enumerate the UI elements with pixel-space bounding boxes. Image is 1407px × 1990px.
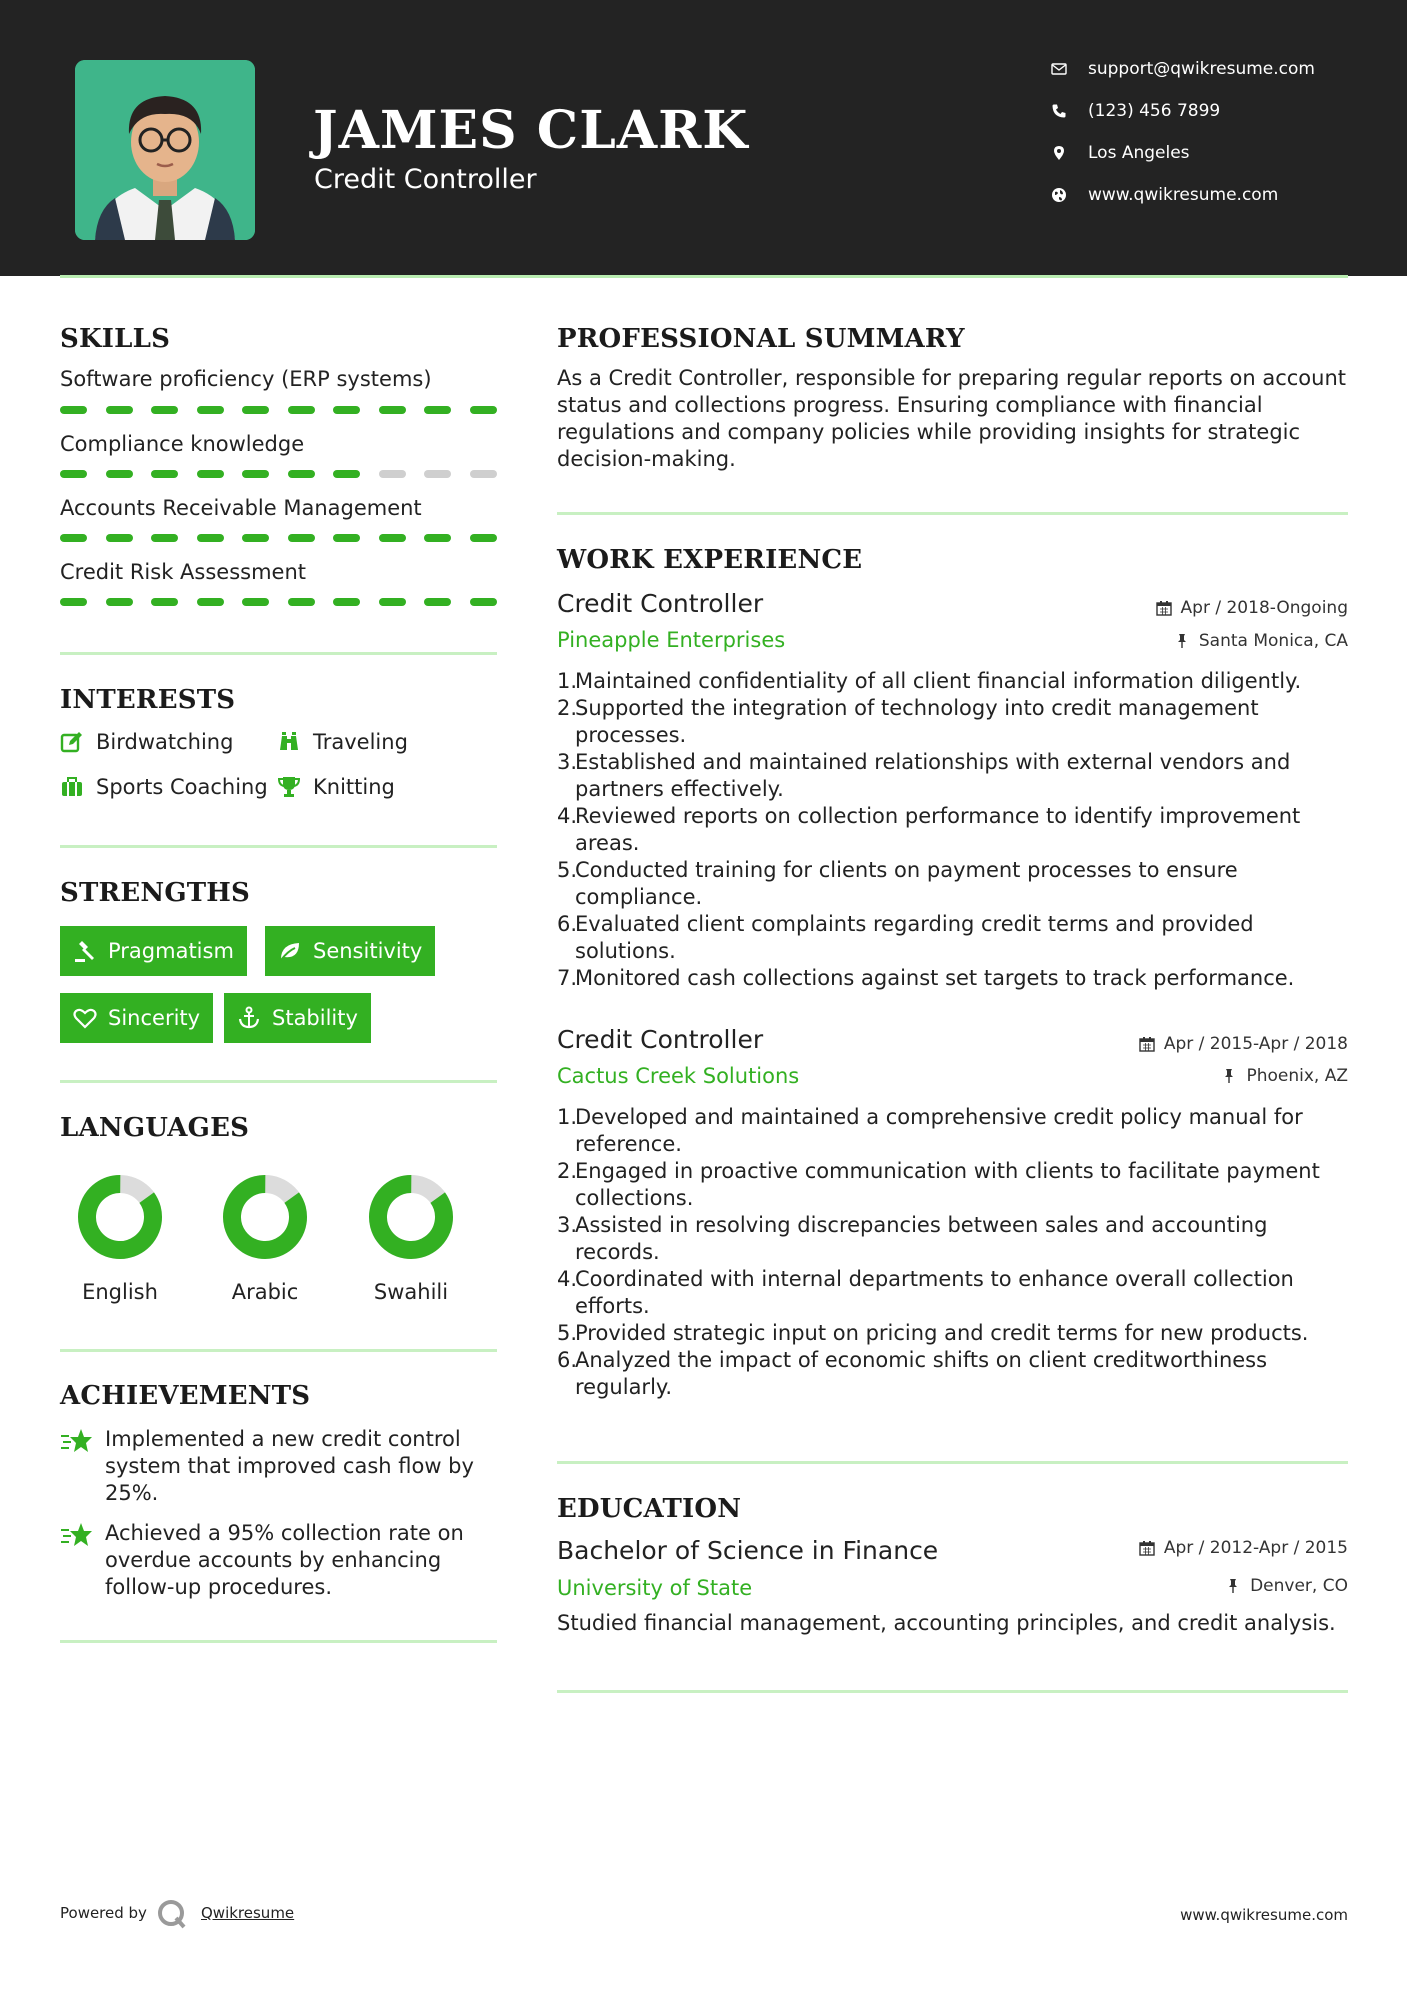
briefcase-icon [60,775,84,799]
duty-number: 4. [557,804,578,828]
duty-text: Engaged in proactive communication with clients to facilitate payment collections. [575,1159,1320,1210]
header-divider [60,275,1348,278]
contact-email-text: support@qwikresume.com [1088,59,1315,79]
language-ring-progress [75,1172,165,1262]
language-ring [366,1172,456,1262]
skill-segment [333,534,360,542]
edit-icon [60,730,84,754]
degree-title: Bachelor of Science in Finance [557,1536,939,1565]
skill-level-bar [60,470,497,478]
job-duties-list [557,1104,1348,1401]
interest-label: Birdwatching [96,730,234,754]
skill-level-bar [60,598,497,606]
summary-heading: PROFESSIONAL SUMMARY [557,324,965,354]
skill-segment [470,470,497,478]
skill-segment [151,534,178,542]
language-label: English [82,1280,158,1304]
skill-segment [151,598,178,606]
skill-segment [333,406,360,414]
skill-segment [60,406,87,414]
powered-by-label: Powered by [60,1904,147,1922]
calendar-icon [1139,1540,1155,1556]
duty-item [557,965,1348,992]
interest-item [60,727,233,757]
skill-segment [197,598,224,606]
candidate-name: JAMES CLARK [313,100,749,161]
duty-item [557,803,1348,857]
strengths-heading: STRENGTHS [60,878,251,908]
resume-header [0,0,1407,276]
duty-number: 6. [557,912,578,936]
pushpin-icon [1221,1068,1237,1084]
skill-segment [379,534,406,542]
school-name: University of State [557,1576,753,1600]
map-pin-icon [1048,142,1070,164]
skill-label: Compliance knowledge [60,432,305,456]
duty-item [557,1320,1348,1347]
duty-number: 1. [557,1105,578,1129]
education-location [1225,1576,1348,1596]
education-dates [1139,1538,1348,1558]
duty-number: 2. [557,1159,578,1183]
language-ring [220,1172,310,1262]
skill-segment [470,534,497,542]
strength-label: Pragmatism [108,939,234,963]
skill-segment [106,598,133,606]
skill-segment [424,470,451,478]
duty-text: Reviewed reports on collection performance to identify improvement areas. [575,804,1301,855]
duty-text: Analyzed the impact of economic shifts on client creditworthiness regularly. [575,1348,1268,1399]
duty-number: 5. [557,1321,578,1345]
footer-website[interactable]: www.qwikresume.com [1180,1906,1348,1924]
skill-segment [333,598,360,606]
skill-segment [106,406,133,414]
achievement-text: Achieved a 95% collection rate on overdue accounts by enhancing follow-up procedures. [105,1521,464,1599]
skill-segment [106,470,133,478]
star-icon [60,1520,94,1550]
languages-heading: LANGUAGES [60,1113,250,1143]
duty-item [557,1104,1348,1158]
duty-number: 4. [557,1267,578,1291]
profile-photo [75,60,255,240]
interests-heading: INTERESTS [60,685,236,715]
section-divider [557,1690,1348,1693]
gavel-icon [72,938,98,964]
skill-level-bar [60,406,497,414]
duty-number: 3. [557,1213,578,1237]
strength-label: Stability [272,1006,358,1030]
strength-chip [224,993,371,1043]
duty-text: Monitored cash collections against set targets to track performance. [575,966,1295,990]
section-divider [557,1461,1348,1464]
job-location-text: Santa Monica, CA [1198,631,1348,651]
skill-segment [242,406,269,414]
trophy-icon [277,775,301,799]
skill-segment [288,406,315,414]
duty-item [557,857,1348,911]
skill-level-bar [60,534,497,542]
duty-number: 1. [557,669,578,693]
strength-label: Sensitivity [313,939,423,963]
summary-text: As a Credit Controller, responsible for preparing regular reports on account status and collections progress. Ensuring compliance with financial regulations and company policies while providing insights for strategic decision-making. [557,366,1347,471]
duty-item [557,1347,1348,1401]
skill-segment [242,534,269,542]
skill-segment [288,598,315,606]
contact-phone-text: (123) 456 7899 [1088,101,1221,121]
duty-item [557,1158,1348,1212]
achievement-item [60,1426,497,1507]
star-icon [60,1426,94,1456]
duty-number: 3. [557,750,578,774]
language-item [351,1172,471,1304]
section-divider [60,1349,497,1352]
skill-segment [379,406,406,414]
job-company: Cactus Creek Solutions [557,1064,800,1088]
achievements-heading: ACHIEVEMENTS [60,1381,311,1411]
duty-item [557,695,1348,749]
skill-segment [470,598,497,606]
education-dates-text: Apr / 2012-Apr / 2015 [1163,1538,1348,1558]
envelope-icon [1048,58,1070,80]
contact-website[interactable] [1048,182,1388,208]
candidate-title: Credit Controller [314,164,537,195]
language-label: Swahili [373,1280,449,1304]
job-title: Credit Controller [557,589,764,618]
skill-segment [333,470,360,478]
skill-segment [60,470,87,478]
skill-segment [424,598,451,606]
skill-segment [242,598,269,606]
job-title: Credit Controller [557,1025,764,1054]
job-dates-text: Apr / 2015-Apr / 2018 [1163,1034,1348,1054]
job-location-text: Phoenix, AZ [1246,1066,1348,1086]
language-ring-progress [366,1172,456,1262]
duty-text: Coordinated with internal departments to enhance overall collection efforts. [575,1267,1294,1318]
work-experience-heading: WORK EXPERIENCE [557,545,863,575]
interest-label: Sports Coaching [96,775,268,799]
skill-segment [288,470,315,478]
section-divider [557,512,1348,515]
duty-item [557,749,1348,803]
skill-segment [197,406,224,414]
skill-segment [470,406,497,414]
brand-link[interactable]: Qwikresume [201,1904,295,1922]
skill-segment [60,598,87,606]
duty-text: Assisted in resolving discrepancies between sales and accounting records. [575,1213,1268,1264]
education-heading: EDUCATION [557,1494,742,1524]
strength-chip [265,926,435,976]
skill-segment [60,534,87,542]
education-location-text: Denver, CO [1250,1576,1348,1596]
qwikresume-logo-icon [156,1898,188,1930]
skill-label: Accounts Receivable Management [60,496,422,520]
duty-text: Conducted training for clients on payment processes to ensure compliance. [575,858,1238,909]
skill-segment [379,598,406,606]
duty-number: 5. [557,858,578,882]
job-company: Pineapple Enterprises [557,628,786,652]
interest-item [60,772,268,802]
duty-text: Supported the integration of technology into credit management processes. [575,696,1259,747]
duty-item [557,668,1348,695]
job-duties-list [557,668,1348,992]
job-dates-text: Apr / 2018-Ongoing [1180,598,1348,618]
duty-number: 2. [557,696,578,720]
strength-chip [60,993,213,1043]
contact-email[interactable] [1048,56,1388,82]
strength-chip [60,926,247,976]
job-location [1174,631,1348,651]
duty-item [557,1266,1348,1320]
duty-number: 7. [557,966,578,990]
contact-website-text: www.qwikresume.com [1088,185,1279,205]
pushpin-icon [1225,1578,1241,1594]
skill-segment [106,534,133,542]
leaf-icon [277,938,303,964]
duty-text: Provided strategic input on pricing and credit terms for new products. [575,1321,1309,1345]
skill-segment [242,470,269,478]
duty-item [557,911,1348,965]
duty-text: Evaluated client complaints regarding credit terms and provided solutions. [575,912,1254,963]
strength-label: Sincerity [108,1006,201,1030]
achievement-item [60,1520,497,1601]
language-ring [75,1172,165,1262]
contact-phone[interactable] [1048,98,1388,124]
skill-segment [197,534,224,542]
duty-text: Maintained confidentiality of all client financial information diligently. [575,669,1302,693]
skills-heading: SKILLS [60,324,171,354]
duty-text: Developed and maintained a comprehensive credit policy manual for reference. [575,1105,1303,1156]
anchor-icon [236,1005,262,1031]
language-item [60,1172,180,1304]
duty-number: 6. [557,1348,578,1372]
globe-icon [1048,184,1070,206]
skill-segment [197,470,224,478]
phone-icon [1048,100,1070,122]
skill-label: Credit Risk Assessment [60,560,307,584]
job-dates [1139,1034,1348,1054]
section-divider [60,1080,497,1083]
calendar-icon [1156,600,1172,616]
skill-segment [424,534,451,542]
skill-segment [151,406,178,414]
calendar-icon [1139,1036,1155,1052]
duty-text: Established and maintained relationships with external vendors and partners effectively. [575,750,1291,801]
contact-location-text: Los Angeles [1088,143,1190,163]
duty-item [557,1212,1348,1266]
interest-label: Traveling [313,730,408,754]
skill-label: Software proficiency (ERP systems) [60,367,432,391]
skill-segment [424,406,451,414]
interest-item [277,772,395,802]
binoculars-icon [277,730,301,754]
section-divider [60,1640,497,1643]
section-divider [60,845,497,848]
interest-item [277,727,408,757]
language-ring-progress [220,1172,310,1262]
skill-segment [151,470,178,478]
contact-location [1048,140,1388,166]
skill-segment [288,534,315,542]
job-location [1221,1066,1348,1086]
language-item [205,1172,325,1304]
interest-label: Knitting [313,775,395,799]
achievement-text: Implemented a new credit control system that improved cash flow by 25%. [105,1427,474,1505]
pushpin-icon [1174,633,1190,649]
language-label: Arabic [231,1280,299,1304]
section-divider [60,652,497,655]
education-description: Studied financial management, accounting principles, and credit analysis. [557,1611,1336,1635]
skill-segment [379,470,406,478]
job-dates [1156,598,1348,618]
heart-icon [72,1005,98,1031]
